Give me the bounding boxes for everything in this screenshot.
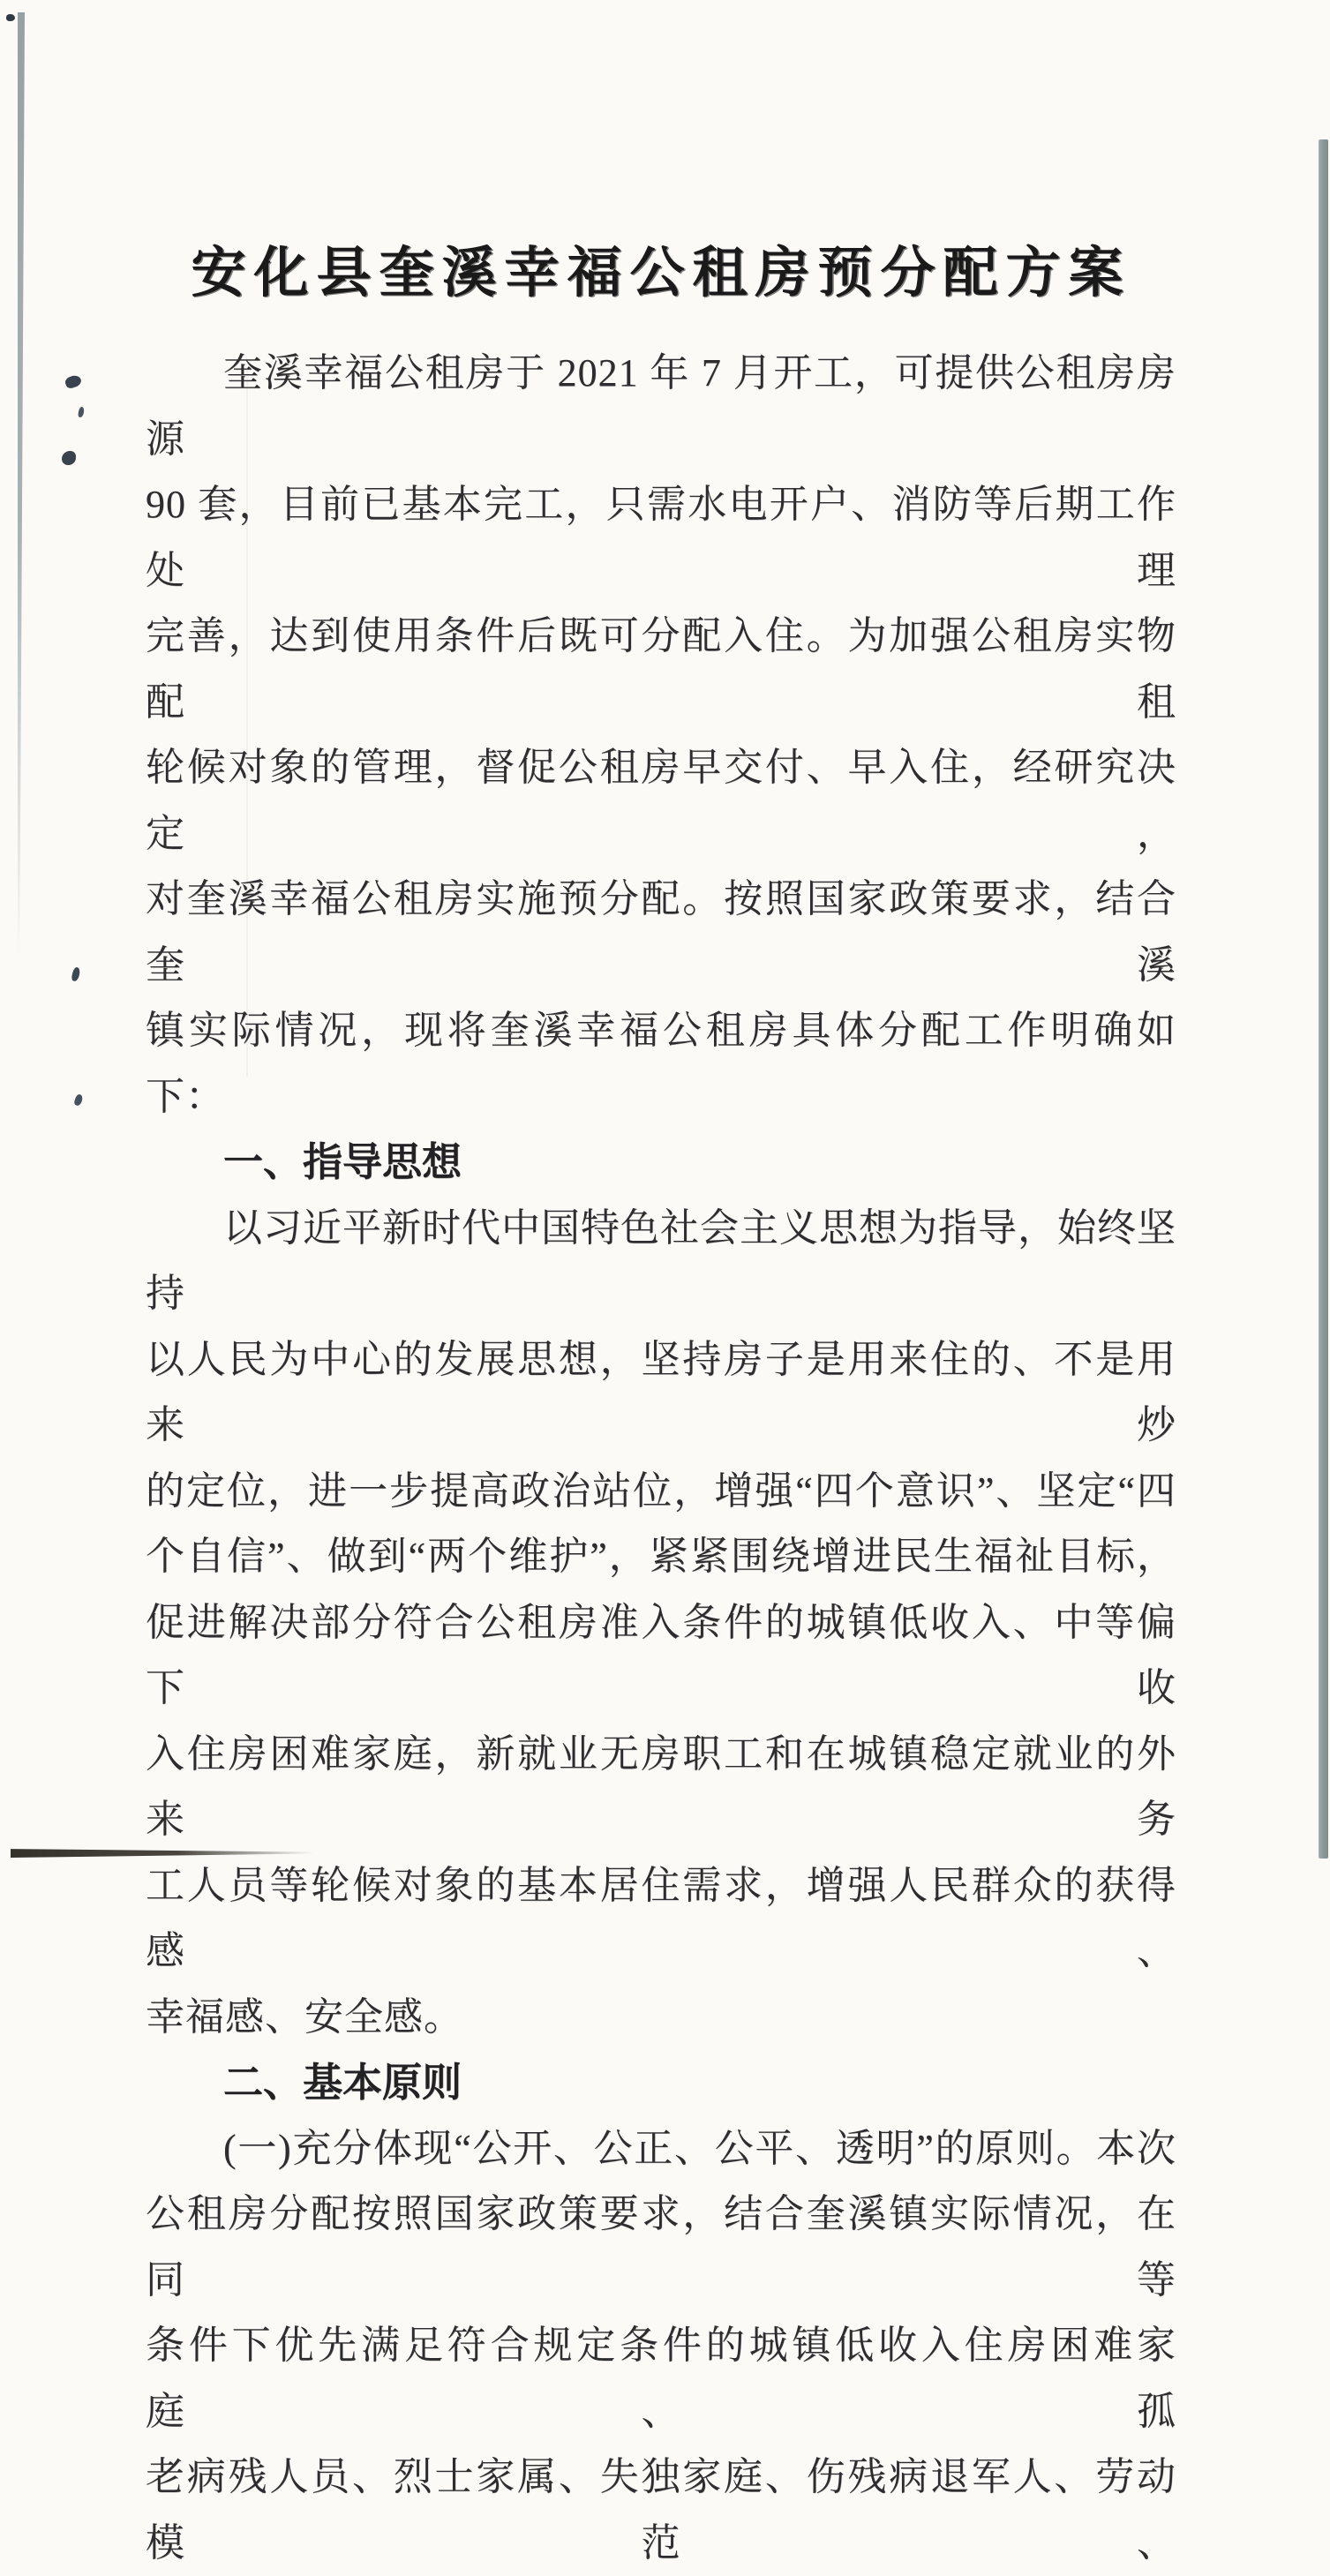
- paragraph: [146, 1196, 1176, 2051]
- text-line: 促进解决部分符合公租房准入条件的城镇低收入、中等偏下收: [146, 1590, 1176, 1722]
- document-content: [146, 237, 1176, 2576]
- text-line: 公租房分配按照国家政策要求，结合奎溪镇实际情况，在同等: [146, 2182, 1176, 2313]
- scan-artifact-paper-crease: [246, 371, 248, 1077]
- scan-artifact-ink-speck: [64, 374, 82, 390]
- paragraph: [146, 2116, 1176, 2576]
- paragraph: [146, 341, 1176, 1130]
- scan-artifact-left-edge-line: [18, 12, 25, 961]
- text-line: 轮候对象的管理，督促公租房早交付、早入住，经研究决定，: [146, 735, 1176, 867]
- text-line: 镇实际情况，现将奎溪幸福公租房具体分配工作明确如下：: [146, 998, 1176, 1130]
- text-line: 以人民为中心的发展思想，坚持房子是用来住的、不是用来炒: [146, 1327, 1176, 1459]
- text-line: (一)充分体现“公开、公正、公平、透明”的原则。本次: [146, 2116, 1176, 2182]
- scan-artifact-right-edge-bar: [1319, 139, 1328, 1859]
- section-heading: 二、基本原则: [146, 2050, 1176, 2116]
- scan-artifact-ink-speck: [6, 14, 15, 21]
- text-line: 幸福感、安全感。: [146, 1985, 1176, 2051]
- text-line: 老病残人员、烈士家属、失独家庭、伤残病退军人、劳动模范、: [146, 2445, 1176, 2576]
- text-line: 入住房困难家庭，新就业无房职工和在城镇稳定就业的外来务: [146, 1722, 1176, 1853]
- text-line: 以习近平新时代中国特色社会主义思想为指导，始终坚持: [146, 1196, 1176, 1327]
- text-line: 完善，达到使用条件后既可分配入住。为加强公租房实物配租: [146, 604, 1176, 735]
- scan-artifact-ink-speck: [78, 407, 85, 418]
- section-heading: 一、指导思想: [146, 1130, 1176, 1196]
- document-title: 安化县奎溪幸福公租房预分配方案: [146, 237, 1176, 311]
- text-line: 工人员等轮候对象的基本居住需求，增强人民群众的获得感、: [146, 1853, 1176, 1985]
- text-line: 奎溪幸福公租房于 2021 年 7 月开工，可提供公租房房源: [146, 341, 1176, 472]
- text-line: 个自信”、做到“两个维护”，紧紧围绕增进民生福祉目标，: [146, 1524, 1176, 1590]
- text-line: 条件下优先满足符合规定条件的城镇低收入住房困难家庭、孤: [146, 2313, 1176, 2445]
- document-body: [146, 341, 1176, 2576]
- text-line: 对奎溪幸福公租房实施预分配。按照国家政策要求，结合奎溪: [146, 867, 1176, 998]
- scan-artifact-ink-speck: [62, 451, 76, 465]
- scan-artifact-ink-speck: [71, 966, 81, 981]
- text-line: 90 套，目前已基本完工，只需水电开户、消防等后期工作处理: [146, 472, 1176, 604]
- text-line: 的定位，进一步提高政治站位，增强“四个意识”、坚定“四: [146, 1459, 1176, 1525]
- scan-artifact-ink-speck: [73, 1093, 84, 1107]
